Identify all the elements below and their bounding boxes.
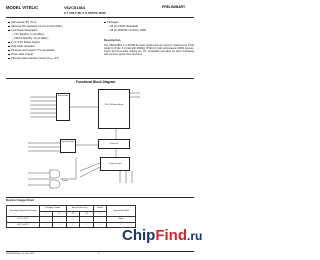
column-io-block: Column I/O — [98, 139, 130, 149]
description-text: The V62C51864 is a 65,536-bit static random-access memory organized as 8,192 words by 8 bits. It is built with MODEL VITELIC's high performance CMOS process. Inputs and three-state outputs are TTL compatible and allow for direct interfacing with common system bus structures. — [104, 43, 194, 56]
feature-item: – TTL Standby: 1 mA (Max.) — [12, 33, 45, 36]
functional-block-diagram — [20, 87, 180, 197]
feature-item: – CMOS Standby: 10 µA (Max.) — [12, 37, 49, 40]
table-row: –40°C to 85°C • • • • • I — [7, 222, 136, 228]
feature-item: High-speed: 85, 70 ns — [8, 21, 96, 24]
description-title: Description — [104, 38, 121, 42]
document-subtitle: 2.7 VOLT 8K X 8 STATIC RAM — [64, 11, 106, 15]
feature-item: Three state outputs — [8, 53, 96, 56]
part-number: V62C51864 — [64, 5, 86, 10]
package-item: – 28-pin 300/330 mil SOIC, PDIP — [108, 29, 147, 32]
feature-item: Fully static operation — [8, 45, 96, 48]
feature-item: Low Power Dissipation: — [8, 29, 96, 32]
chipfind-watermark: ChipFind.ru — [122, 227, 203, 244]
packages-section — [104, 21, 194, 32]
description-section — [104, 38, 194, 56]
section-rule — [6, 78, 194, 79]
package-item: – 28-pin TSOP (Standard) — [108, 25, 139, 28]
header-rule — [6, 17, 194, 18]
page-number: 1 — [98, 253, 100, 255]
feature-item: Ultra low DC operating current of 2mA (Max.) — [8, 25, 96, 28]
footer-rule — [6, 251, 194, 252]
column-decoder-block: Column Decoder — [100, 157, 130, 171]
preliminary-label: PRELIMINARY — [162, 5, 186, 9]
feature-item: Ultra low data retention current (Vₑₑ = 2V) — [8, 57, 96, 60]
memory-array-block: 256 x 256 Memory Array — [98, 89, 130, 129]
features-list — [8, 21, 96, 61]
control-label: Control — [62, 180, 68, 182]
diagram-title: Functional Block Diagram — [76, 80, 116, 84]
col-access: Access Time (ns) — [66, 206, 94, 212]
col-temp-mark: Temperature Mark — [107, 206, 136, 217]
row-decoder-block: Row Decoder — [56, 93, 70, 121]
feature-item: All inputs and outputs TTL compatible — [8, 49, 96, 52]
packages-title: Packages — [104, 21, 194, 24]
device-usage-title: Device Usage Chart — [6, 198, 35, 202]
device-usage-table — [6, 205, 136, 228]
footer-text: V62C51864 Rev. 0.1 June 1999 — [6, 253, 35, 255]
input-buffer-block: Input Data Buffer — [60, 139, 76, 153]
col-power: Power — [94, 206, 107, 212]
company-name: MODEL VITELIC — [6, 5, 39, 10]
col-package: Package Outline — [40, 206, 67, 212]
feature-item: 2.7V–3.6V Power Supply — [8, 41, 96, 44]
diagram-rule — [6, 197, 194, 198]
table-row: 0°C to 70°C • • • • • Blank — [7, 217, 136, 223]
table-subheader-row: T S 70 85 L — [7, 211, 136, 217]
col-operating-temp: Operating Temperature Range — [7, 206, 40, 217]
